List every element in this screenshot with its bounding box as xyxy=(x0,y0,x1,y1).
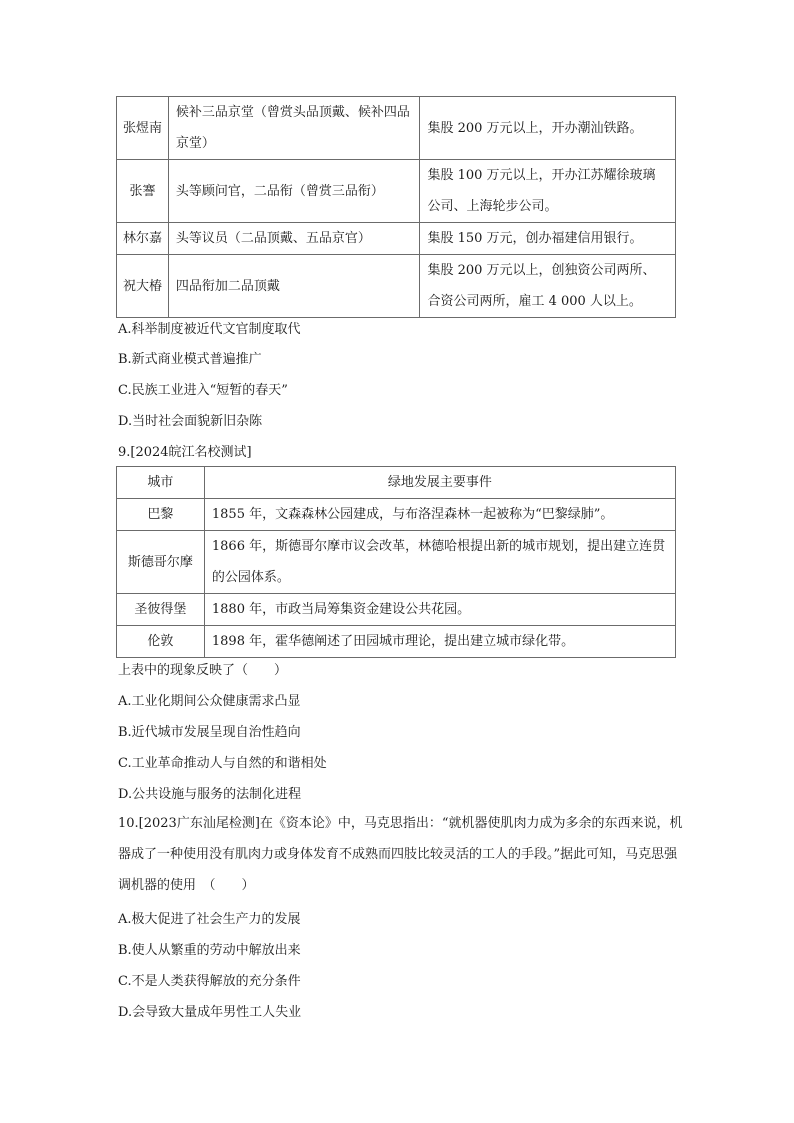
table-row xyxy=(117,531,676,594)
table-row xyxy=(117,626,676,658)
q8-option-c: C.民族工业进入“短暂的春天” xyxy=(118,383,288,398)
official-title: 四品衔加二品顶戴 xyxy=(168,255,420,318)
official-business: 集股 200 万元以上，创独资公司两所、合资公司两所，雇工 4 000 人以上。 xyxy=(420,255,676,318)
event-cell: 1855 年，文森森林公园建成，与布洛涅森林一起被称为“巴黎绿肺”。 xyxy=(204,499,675,531)
q10-option-b: B.使人从繁重的劳动中解放出来 xyxy=(118,943,301,958)
official-name: 张謇 xyxy=(117,160,169,223)
q10-option-c: C.不是人类获得解放的充分条件 xyxy=(118,974,301,989)
official-title: 候补三品京堂（曾赏头品顶戴、候补四品京堂） xyxy=(168,97,420,160)
col-header-event: 绿地发展主要事件 xyxy=(204,467,675,499)
event-cell: 1880 年，市政当局筹集资金建设公共花园。 xyxy=(204,594,675,626)
col-header-city: 城市 xyxy=(117,467,205,499)
official-business: 集股 150 万元，创办福建信用银行。 xyxy=(420,223,676,255)
q9-option-d: D.公共设施与服务的法制化进程 xyxy=(118,787,302,802)
official-business: 集股 200 万元以上，开办潮汕铁路。 xyxy=(420,97,676,160)
official-name: 林尔嘉 xyxy=(117,223,169,255)
q9-option-a: A.工业化期间公众健康需求凸显 xyxy=(118,694,301,709)
official-title: 头等议员（二品顶戴、五品京官） xyxy=(168,223,420,255)
table-row xyxy=(117,594,676,626)
official-business: 集股 100 万元以上，开办江苏耀徐玻璃公司、上海轮步公司。 xyxy=(420,160,676,223)
official-name: 祝大椿 xyxy=(117,255,169,318)
table-header-row xyxy=(117,467,676,499)
q10-option-a: A.极大促进了社会生产力的发展 xyxy=(118,912,301,927)
event-cell: 1866 年，斯德哥尔摩市议会改革，林德哈根提出新的城市规划，提出建立连贯的公园体系。 xyxy=(204,531,675,594)
city-cell: 斯德哥尔摩 xyxy=(117,531,205,594)
table-row xyxy=(117,160,676,223)
table-row xyxy=(117,499,676,531)
city-cell: 伦敦 xyxy=(117,626,205,658)
q9-option-b: B.近代城市发展呈现自治性趋向 xyxy=(118,725,301,740)
q10-option-d: D.会导致大量成年男性工人失业 xyxy=(118,1005,302,1020)
table-row xyxy=(117,223,676,255)
officials-table xyxy=(116,96,676,318)
q8-option-a: A.科举制度被近代文官制度取代 xyxy=(118,322,301,337)
q9-option-c: C.工业革命推动人与自然的和谐相处 xyxy=(118,756,327,771)
city-cell: 圣彼得堡 xyxy=(117,594,205,626)
q10-stem: 10.[2023广东汕尾检测]在《资本论》中，马克思指出：“就机器使肌肉力成为多余的东西来说，机器成了一种使用没有肌肉力或身体发育不成熟而四肢比较灵活的工人的手段。”据此可知，马克思强调机器的使用 （ ） xyxy=(118,816,683,893)
city-cell: 巴黎 xyxy=(117,499,205,531)
q9-header: 9.[2024皖江名校测试] xyxy=(118,445,252,460)
table-row xyxy=(117,255,676,318)
official-name: 张煜南 xyxy=(117,97,169,160)
q8-option-d: D.当时社会面貌新旧杂陈 xyxy=(118,414,263,429)
greenland-table xyxy=(116,466,676,658)
q9-stem: 上表中的现象反映了（ ） xyxy=(118,663,288,678)
official-title: 头等顾问官，二品衔（曾赏三品衔） xyxy=(168,160,420,223)
table-row xyxy=(117,97,676,160)
event-cell: 1898 年，霍华德阐述了田园城市理论，提出建立城市绿化带。 xyxy=(204,626,675,658)
q8-option-b: B.新式商业模式普遍推广 xyxy=(118,352,262,367)
